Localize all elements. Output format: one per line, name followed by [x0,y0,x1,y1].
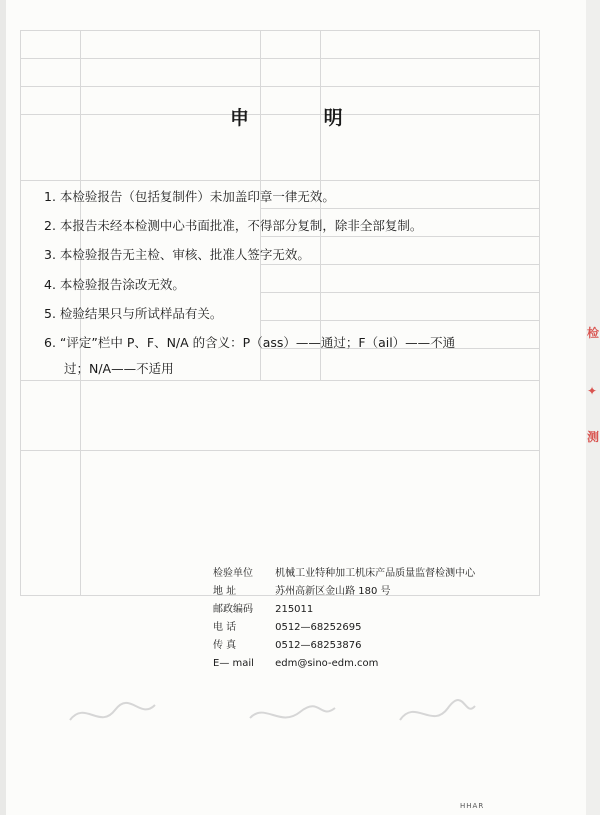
statement-number: 6. [44,335,56,350]
postcode-value: 215011 [275,604,314,615]
page-title: 申 明 [230,107,377,129]
postcode-label: 邮政编码 [213,604,253,615]
statement-text: 本报告未经本检测中心书面批准，不得部分复制，除非全部复制。 [59,218,423,233]
fax-value: 0512—68253876 [275,640,362,651]
statement-item [44,271,185,299]
page-left-edge [0,0,6,815]
statement-item [44,329,455,357]
unit-value: 机械工业特种加工机床产品质量监督检测中心 [275,568,476,579]
statement-number: 3. [44,247,56,262]
statement-text: 本检验报告涂改无效。 [59,277,185,292]
statement-item [44,300,222,328]
statement-text: 检验结果只与所试样品有关。 [59,306,223,321]
email-value: edm@sino-edm.com [275,658,379,669]
seam-stamp-icon: 检 ✦ 测 [587,326,600,444]
address-label: 地 址 [213,586,237,597]
statement-number: 2. [44,218,56,233]
address-value: 苏州高新区金山路 180 号 [275,586,391,597]
footer-code: HHAR [460,802,485,810]
fax-label: 传 真 [213,640,237,651]
statement-item [44,183,335,211]
contact-row-phone [213,615,361,631]
statement-continuation [64,355,174,383]
statement-item [44,212,422,240]
statement-text: “评定”栏中 P、F、N/A 的含义：P（ass）——通过；F（ail）——不通 [59,335,456,350]
phone-label: 电 话 [213,622,237,633]
bleed-through-signatures [60,690,480,740]
statement-text: 过；N/A——不适用 [64,361,174,376]
statement-text: 本检验报告无主检、审核、批准人签字无效。 [59,247,310,262]
statement-number: 4. [44,277,56,292]
statement-number: 5. [44,306,56,321]
statement-item [44,241,310,269]
phone-value: 0512—68252695 [275,622,362,633]
statement-text: 本检验报告（包括复制件）未加盖印章一律无效。 [59,189,335,204]
unit-label: 检验单位 [213,568,253,579]
statement-number: 1. [44,189,56,204]
contact-row-email [213,651,378,667]
contact-row-unit [213,561,475,577]
contact-row-address [213,579,391,595]
contact-row-fax [213,633,361,649]
contact-row-postcode [213,597,313,613]
email-label: E— mail [213,658,254,669]
